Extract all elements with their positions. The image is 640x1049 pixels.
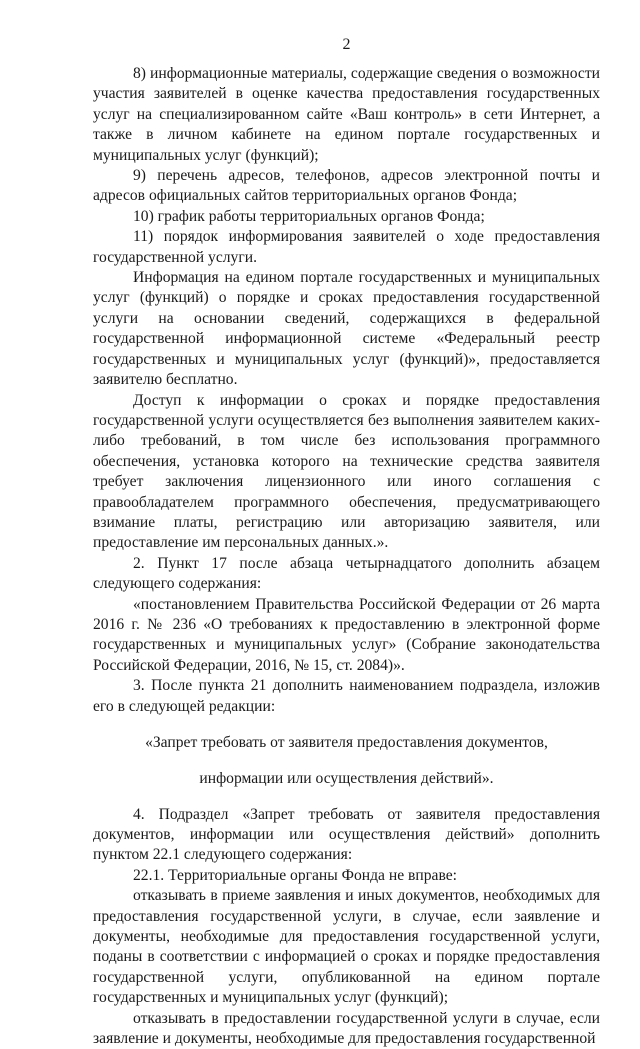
subsection-heading-line-2: информации или осуществления действий». — [199, 769, 494, 787]
paragraph-refuse-acceptance: отказывать в приеме заявления и иных документов, необходимых для предоставления государственной услуги, в случае, если заявление и документы, необходимые для предоставления государственной услуги, поданы в соответствии с информацией о сроках и порядке предоставления государственной услуги, опубликованной на едином портале государственных и муниципальных услуг (функций); — [93, 887, 600, 1007]
paragraph-amendment-3: 3. После пункта 21 дополнить наименованием подраздела, изложив его в следующей редакции: — [93, 677, 600, 715]
paragraph-item-10: 10) график работы территориальных органов Фонда; — [133, 207, 485, 225]
paragraph-resolution-quote: «постановлением Правительства Российской Федерации от 26 марта 2016 г. № 236 «О требованиях к предоставлению в электронной форме государственных и муниципальных услуг» (Собрание законодательства Российской Федерации, 2016, № 15, ст. 2084)». — [93, 595, 600, 674]
paragraph-portal-info: Информация на едином портале государственных и муниципальных услуг (функций) о порядке и сроках предоставления государственной услуги на основании сведений, содержащихся в федеральной государственной информационной системе «Федеральный реестр государственных и муниципальных услуг (функций)», предоставляется заявителю бесплатно. — [93, 269, 600, 389]
paragraph-amendment-2: 2. Пункт 17 после абзаца четырнадцатого дополнить абзацем следующего содержания: — [93, 554, 600, 593]
paragraph-item-11: 11) порядок информирования заявителей о ходе предоставления государственной услуги. — [93, 228, 600, 266]
paragraph-access-info: Доступ к информации о сроках и порядке предоставления государственной услуги осуществляется без выполнения заявителем каких-либо требований, в том числе без использования программного обеспечения, установка которого на технические средства заявителя требует заключения лицензионного или иного соглашения с правообладателем программного обеспечения, предусматривающего взимание платы, регистрацию или авторизацию заявителя, или предоставление им персональных данных.». — [93, 391, 600, 552]
paragraph-22-1: 22.1. Территориальные органы Фонда не вправе: — [133, 866, 457, 884]
paragraph-amendment-4: 4. Подраздел «Запрет требовать от заявителя предоставления документов, информации или осуществления действий» дополнить пунктом 22.1 следующего содержания: — [93, 805, 600, 864]
page-number: 2 — [342, 36, 351, 53]
subsection-heading-line-1: «Запрет требовать от заявителя предоставления документов, — [145, 733, 548, 751]
paragraph-item-9: 9) перечень адресов, телефонов, адресов электронной почты и адресов официальных сайтов территориальных органов Фонда; — [93, 167, 600, 205]
paragraph-refuse-service: отказывать в предоставлении государственной услуги в случае, если заявление и документы, необходимые для предоставления государственной — [93, 1009, 600, 1048]
document-body — [93, 64, 600, 1049]
paragraph-item-8: 8) информационные материалы, содержащие сведения о возможности участия заявителей в оценке качества предоставления государственных услуг на специализированном сайте «Ваш контроль» в сети Интернет, а также в личном кабинете на едином портале государственных и муниципальных услуг (функций); — [93, 65, 600, 164]
